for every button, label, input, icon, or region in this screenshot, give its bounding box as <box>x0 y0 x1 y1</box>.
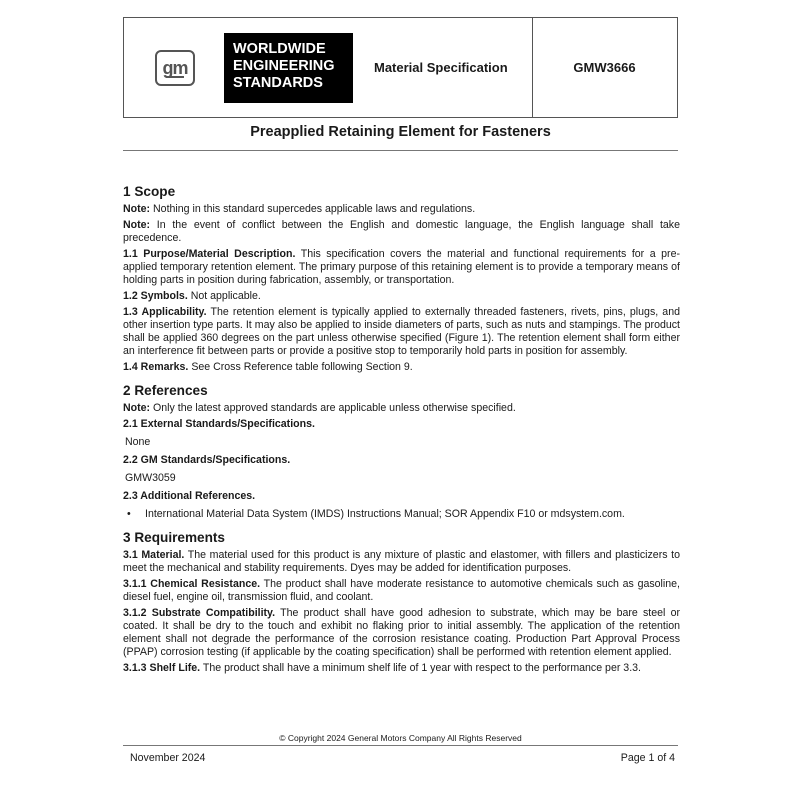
document-number: GMW3666 <box>573 60 636 75</box>
copyright-notice: © Copyright 2024 General Motors Company All Rights Reserved <box>279 733 522 743</box>
banner-line-2: ENGINEERING <box>233 58 335 74</box>
banner-line-1: WORLDWIDE <box>233 41 326 57</box>
s2-note: Note: Only the latest approved standards are applicable unless otherwise specified. <box>123 402 516 414</box>
para-1-1: 1.1 Purpose/Material Description. This specification covers the material and functional requirements for a pre-applied temporary retention element. The primary purpose of this retaining element is to provide a temporary means of holding parts in position during fabrication, assembly, or transportation. <box>123 248 680 286</box>
para-1-3: 1.3 Applicability. The retention element is typically applied to externally threaded fasteners, rivets, pins, plugs, and other insertion type parts. It may also be applied to inside diameters of parts, such as nuts and stampings. The product shall be applied 360 degrees on the part unless otherwise specified (Figure 1). The retention element shall form either an interference fit between parts or provide a positive stop to temporarily hold parts in position for assembly. <box>123 306 680 357</box>
s1-note-1: Note: Nothing in this standard supercedes applicable laws and regulations. <box>123 203 476 215</box>
list-item <box>123 508 680 521</box>
heading-2-3: 2.3 Additional References. <box>123 490 256 502</box>
page-number: Page 1 of 4 <box>620 752 675 764</box>
footer-date: November 2024 <box>130 752 206 764</box>
para-3-1-3: 3.1.3 Shelf Life. The product shall have a minimum shelf life of 1 year with respect to the performance per 3.3. <box>123 662 641 674</box>
section-1-heading: 1 Scope <box>123 184 176 199</box>
value-2-2: GMW3059 <box>125 472 176 484</box>
document-type: Material Specification <box>374 60 508 75</box>
para-1-2: 1.2 Symbols. Not applicable. <box>123 290 261 302</box>
header-box <box>123 17 678 118</box>
bullet-icon: • <box>127 508 131 520</box>
value-2-1: None <box>125 436 151 448</box>
para-3-1-2: 3.1.2 Substrate Compatibility. The product shall have good adhesion to substrate, which may be bare steel or coated. It shall be dry to the touch and exhibit no flaking prior to initial assembly. The application of the retention element shall not degrade the performance of the corrosion resistance coating. Production Part Approval Process (PPAP) corrosion testing (if applicable by the coating specification) shall be performed with retention element applied. <box>123 607 681 658</box>
section-3-heading: 3 Requirements <box>123 530 225 545</box>
document-title: Preapplied Retaining Element for Fasteners <box>250 124 551 140</box>
title-divider <box>123 150 678 151</box>
para-3-1-1: 3.1.1 Chemical Resistance. The product shall have moderate resistance to automotive chemicals such as gasoline, diesel fuel, engine oil, transmission fluid, and coolant. <box>123 578 680 603</box>
footer-divider <box>123 745 678 746</box>
para-1-4: 1.4 Remarks. See Cross Reference table following Section 9. <box>123 361 413 373</box>
heading-2-1: 2.1 External Standards/Specifications. <box>123 418 315 430</box>
reference-imds: International Material Data System (IMDS) Instructions Manual; SOR Appendix F10 or mdsystem.com. <box>145 508 625 520</box>
heading-2-2: 2.2 GM Standards/Specifications. <box>123 454 291 466</box>
gm-logo <box>155 50 195 86</box>
document-body <box>123 184 680 678</box>
para-3-1: 3.1 Material. The material used for this product is any mixture of plastic and elastomer, with fillers and plasticizers to meet the mechanical and stability requirements. Dyes may be added for identification purposes. <box>123 549 680 574</box>
gm-logo-text: gm <box>162 57 188 78</box>
s1-note-2: Note: In the event of conflict between the English and domestic language, the English language shall take precedence. <box>123 219 680 244</box>
banner-line-3: STANDARDS <box>233 75 323 91</box>
section-2-heading: 2 References <box>123 383 208 398</box>
worldwide-engineering-standards-banner <box>224 33 353 103</box>
